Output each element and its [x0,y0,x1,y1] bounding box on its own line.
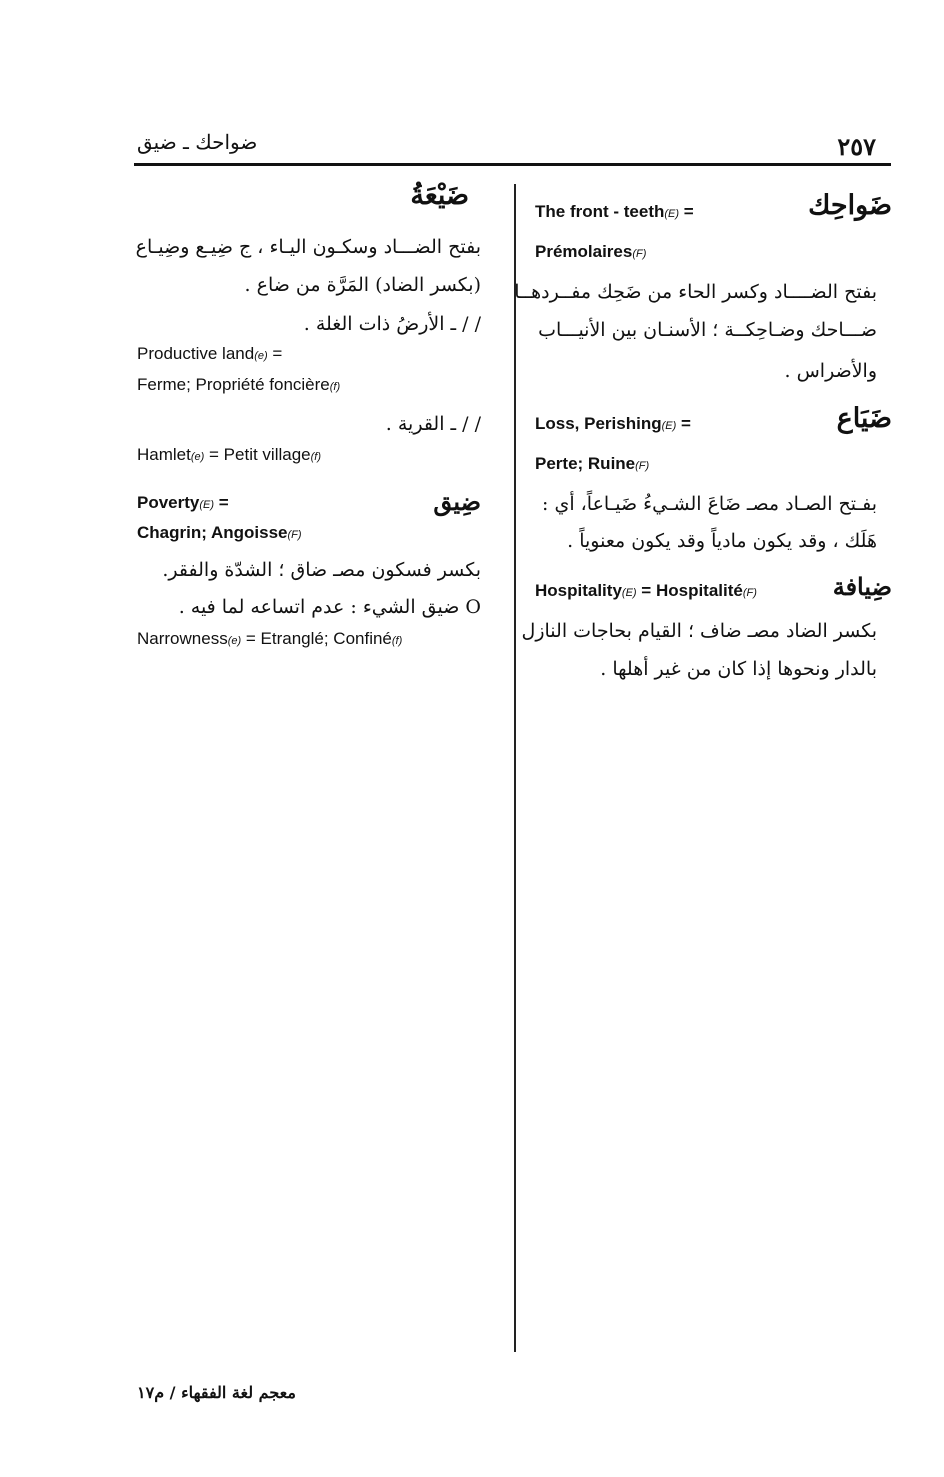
french-gloss: Prémolaires(F) [535,242,647,261]
definition-line: (بكسر الضاد) المَرَّة من ضاع . [244,274,481,296]
headword-dawahik: ضَواحِك [808,190,892,221]
headword-diq: ضِيق [433,487,481,516]
definition-line: بكسر الضاد مصـ ضاف ؛ القيام بحاجات النازل [521,620,877,642]
definition-line: بفتح الضـــاد وسكـون اليـاء ، ج ضِيـع وضِيـاع [135,236,481,258]
definition-line: O ضيق الشيء : عدم اتساعه لما فيه . [178,596,481,618]
definition-line: بفتح الضــــاد وكسر الحاء من ضَحِك مفــردهــا [514,281,877,303]
definition-line: والأضراس . [784,360,877,382]
english-gloss: The front - teeth(E) = [535,202,694,221]
page-number: ٢٥٧ [837,132,876,161]
sub-definition: / / ـ القرية . [385,413,481,435]
definition-line: بفـتح الصـاد مصـ ضَاعَ الشـيءُ ضَيـاعاً، أي : [542,493,877,515]
definition-line: ضـــاحك وضـاحِكــة ؛ الأسنـان بين الأنيـــاب [538,319,877,341]
definition-line: بكسر فسكون مصـ ضاق ؛ الشدّة والفقر. [162,559,481,581]
english-gloss: Hospitality(E) = Hospitalité(F) [535,581,757,600]
header-rule [134,163,891,166]
definition-line: بالدار ونحوها إذا كان من غير أهلها . [600,658,877,680]
english-gloss: Productive land(e) = [137,344,283,363]
english-gloss: Poverty(E) = [137,493,229,512]
english-gloss: Loss, Perishing(E) = [535,414,691,433]
definition-line: هَلَك ، وقد يكون مادياً وقد يكون معنوياً . [567,530,877,552]
headword-dayaa-estate: ضَيْعَةُ [410,180,469,211]
english-gloss: Narrowness(e) = Etranglé; Confiné(f) [137,629,403,648]
column-divider [514,184,516,1352]
french-gloss: Chagrin; Angoisse(F) [137,523,302,542]
running-title: ضواحك ـ ضيق [137,130,258,154]
footer-signature: معجم لغة الفقهاء / م١٧ [137,1383,296,1402]
headword-dayaa: ضَيَاع [836,403,892,434]
definition-line: / / ـ الأرضُ ذات الغلة . [303,313,481,335]
french-gloss: Ferme; Propriété foncière(f) [137,375,341,394]
french-gloss: Perte; Ruine(F) [535,454,650,473]
english-gloss: Hamlet(e) = Petit village(f) [137,445,322,464]
headword-diyafa: ضِيافة [832,572,892,601]
